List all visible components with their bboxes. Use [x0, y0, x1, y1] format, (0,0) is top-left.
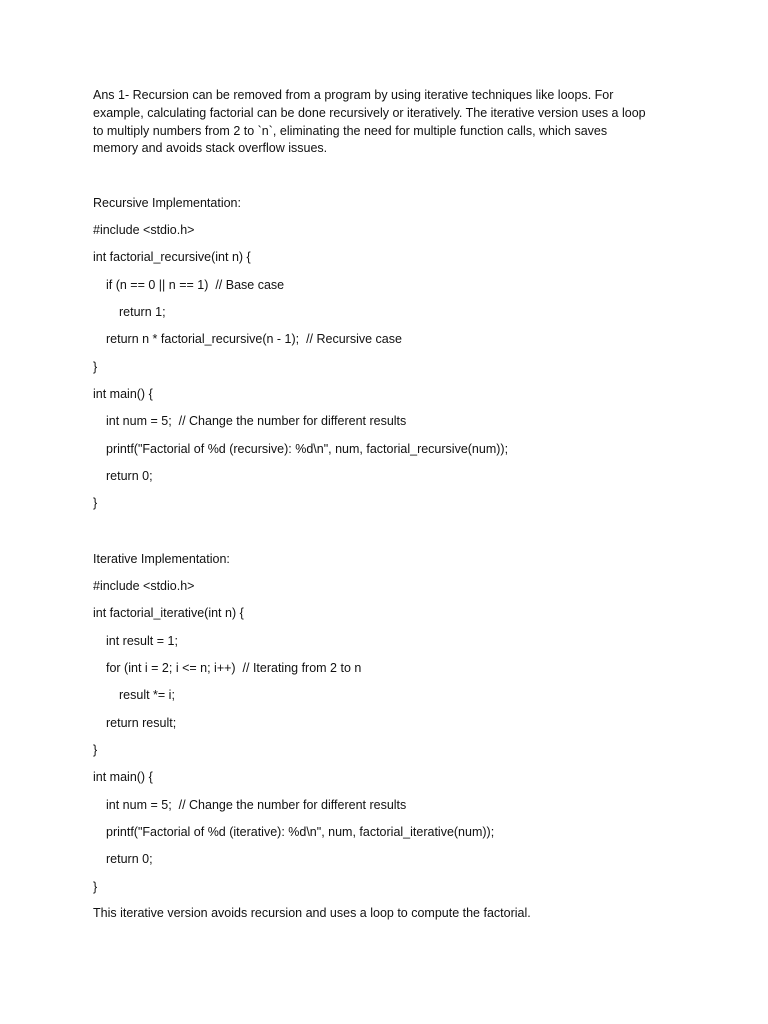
code-line: int factorial_iterative(int n) {	[93, 606, 244, 621]
iterative-heading: Iterative Implementation:	[93, 552, 230, 566]
code-line: int num = 5; // Change the number for different results	[106, 797, 407, 812]
code-line: int main() {	[93, 387, 153, 402]
code-line: if (n == 0 || n == 1) // Base case	[106, 277, 285, 292]
code-line: result *= i;	[119, 688, 175, 703]
code-line: printf("Factorial of %d (iterative): %d\n", num, factorial_iterative(num));	[106, 825, 495, 840]
code-line: int factorial_recursive(int n) {	[93, 250, 251, 265]
code-line: }	[93, 496, 98, 511]
code-line: int main() {	[93, 770, 153, 785]
code-line: }	[93, 359, 98, 374]
code-line: #include <stdio.h>	[93, 223, 195, 237]
code-line: }	[93, 743, 98, 758]
recursive-heading: Recursive Implementation:	[93, 196, 241, 210]
code-line: printf("Factorial of %d (recursive): %d\n", num, factorial_recursive(num));	[106, 441, 509, 456]
code-line: for (int i = 2; i <= n; i++) // Iterating from 2 to n	[106, 661, 362, 676]
code-line: return 0;	[106, 852, 153, 867]
code-line: return result;	[106, 715, 177, 730]
intro-paragraph: Ans 1- Recursion can be removed from a program by using iterative techniques like loops. For example, calculating factorial can be done recursively or iteratively. The iterative version uses a loop to multiply numbers from 2 to `n`, eliminating the need for multiple function calls, which saves memory and avoids stack overflow issues.	[93, 88, 646, 156]
code-line: #include <stdio.h>	[93, 579, 195, 593]
recursive-code-block	[93, 222, 508, 523]
code-line: return 1;	[119, 305, 166, 320]
code-line: return 0;	[106, 469, 153, 484]
code-line: }	[93, 879, 98, 894]
code-line: int result = 1;	[106, 633, 178, 648]
code-line: int num = 5; // Change the number for different results	[106, 414, 407, 429]
closing-paragraph: This iterative version avoids recursion and uses a loop to compute the factorial.	[93, 906, 531, 920]
code-line: return n * factorial_recursive(n - 1); // Recursive case	[106, 332, 402, 347]
iterative-code-block	[93, 578, 494, 906]
